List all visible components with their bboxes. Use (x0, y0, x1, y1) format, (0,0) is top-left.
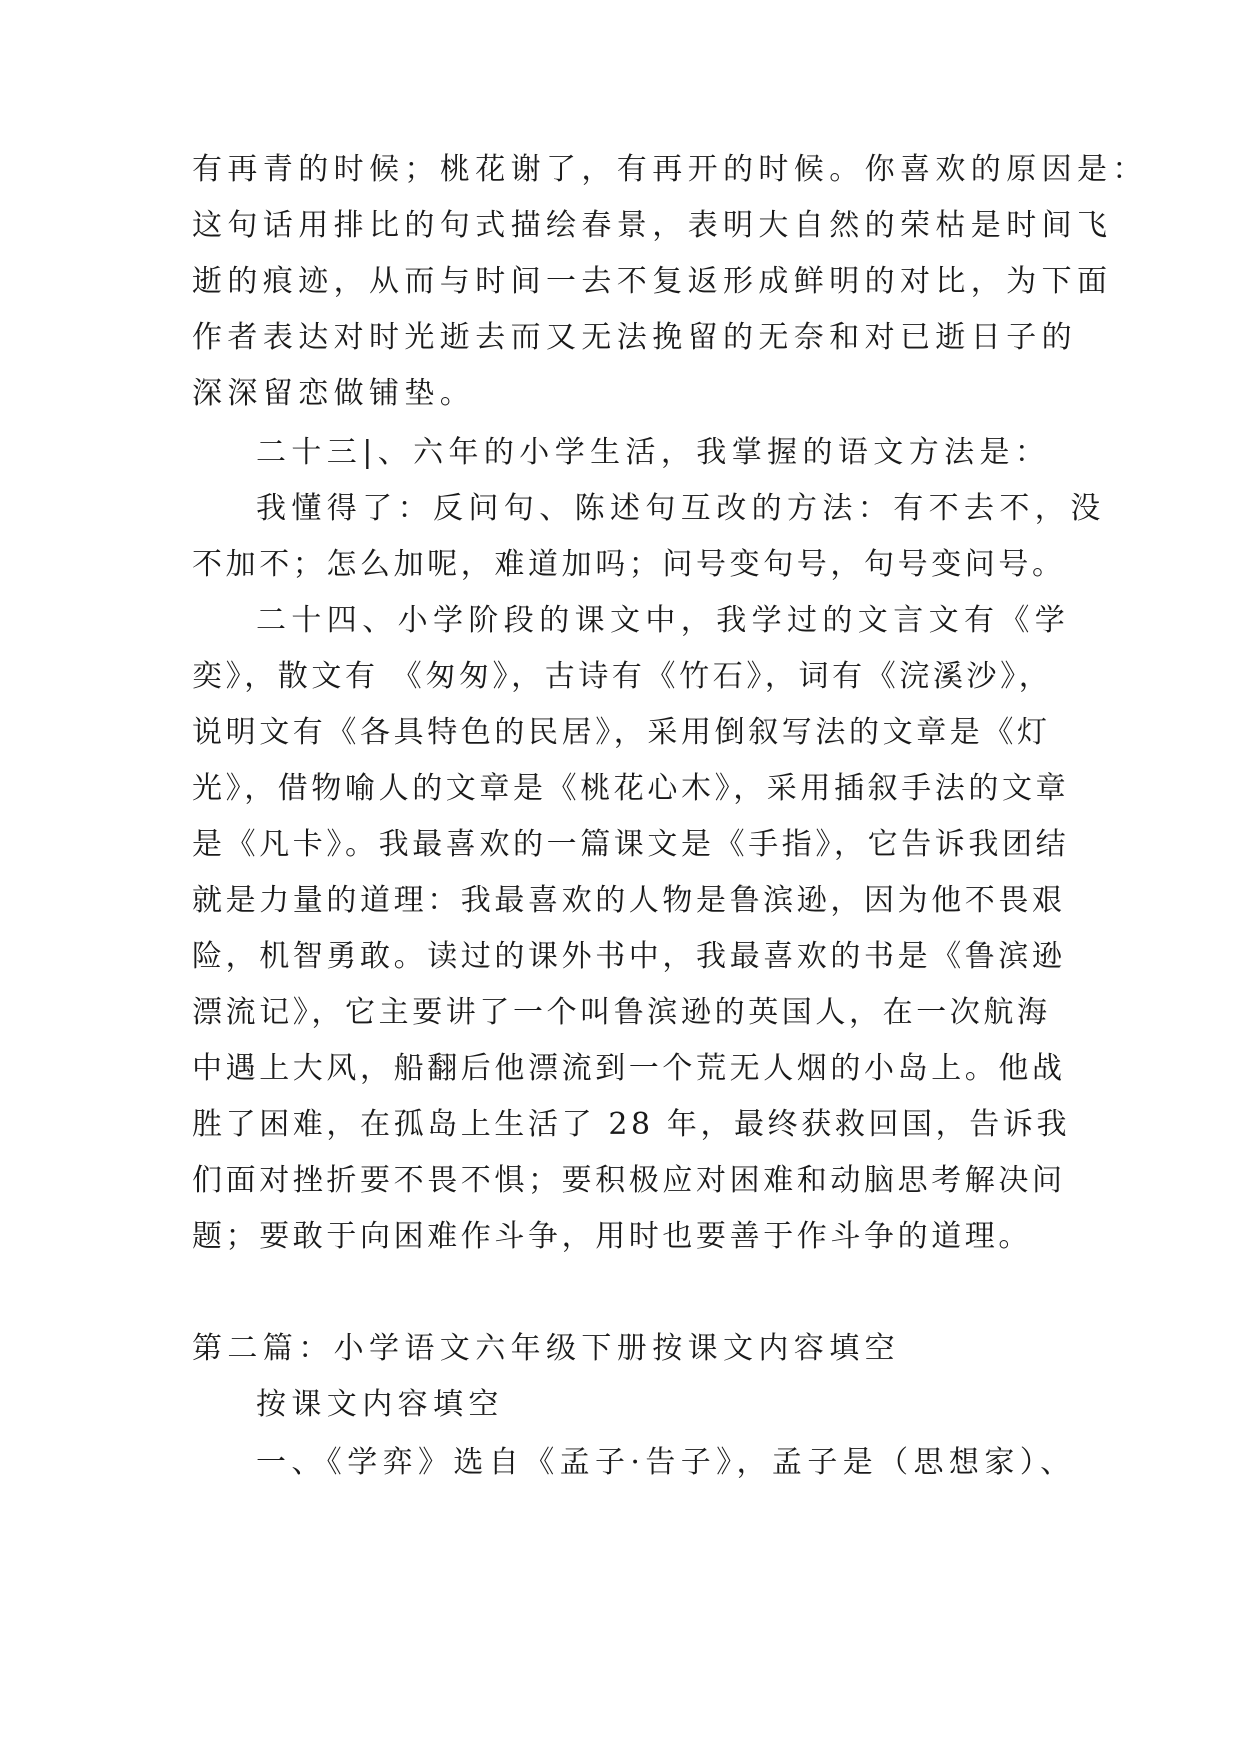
text-line: 这句话用排比的句式描绘春景，表明大自然的荣枯是时间飞 (192, 208, 1113, 243)
text-line: 二十三|、六年的小学生活，我掌握的语文方法是： (256, 435, 1051, 470)
text-line: 二十四、小学阶段的课文中，我学过的文言文有《学 (256, 603, 1071, 638)
text-line: 作者表达对时光逝去而又无法挽留的无奈和对已逝日子的 (192, 320, 1077, 355)
text-line: 我懂得了：反问句、陈述句互改的方法：有不去不，没 (256, 491, 1106, 526)
text-line: 奕》，散文有 《匆匆》，古诗有《竹石》，词有《浣溪沙》， (192, 659, 1053, 694)
subheading: 按课文内容填空 (256, 1387, 504, 1422)
text-line: 题；要敢于向困难作斗争，用时也要善于作斗争的道理。 (192, 1219, 1032, 1254)
text-line: 一、《学弈》选自《孟子·告子》，孟子是（思想家）、 (256, 1445, 1076, 1480)
text-line: 就是力量的道理：我最喜欢的人物是鲁滨逊，因为他不畏艰 (192, 883, 1066, 918)
text-line: 说明文有《各具特色的民居》，采用倒叙写法的文章是《灯 (192, 715, 1051, 750)
text-line: 不加不；怎么加呢，难道加吗；问号变句号，句号变问号。 (192, 547, 1066, 582)
text-line: 是《凡卡》。我最喜欢的一篇课文是《手指》，它告诉我团结 (192, 827, 1070, 862)
text-line: 逝的痕迹，从而与时间一去不复返形成鲜明的对比，为下面 (192, 264, 1113, 299)
text-line: 光》，借物喻人的文章是《桃花心木》，采用插叙手法的文章 (192, 771, 1070, 806)
text-line: 深深留恋做铺垫。 (192, 376, 476, 411)
text-line: 中遇上大风，船翻后他漂流到一个荒无人烟的小岛上。他战 (192, 1051, 1066, 1086)
text-line: 们面对挫折要不畏不惧；要积极应对困难和动脑思考解决问 (192, 1163, 1066, 1198)
text-line: 有再青的时候；桃花谢了，有再开的时候。你喜欢的原因是： (192, 152, 1148, 187)
text-line: 漂流记》，它主要讲了一个叫鲁滨逊的英国人，在一次航海 (192, 995, 1051, 1030)
text-line: 险，机智勇敢。读过的课外书中，我最喜欢的书是《鲁滨逊 (192, 939, 1066, 974)
section-heading: 第二篇：小学语文六年级下册按课文内容填空 (192, 1331, 900, 1366)
text-line: 胜了困难，在孤岛上生活了 28 年，最终获救回国，告诉我 (192, 1107, 1071, 1142)
